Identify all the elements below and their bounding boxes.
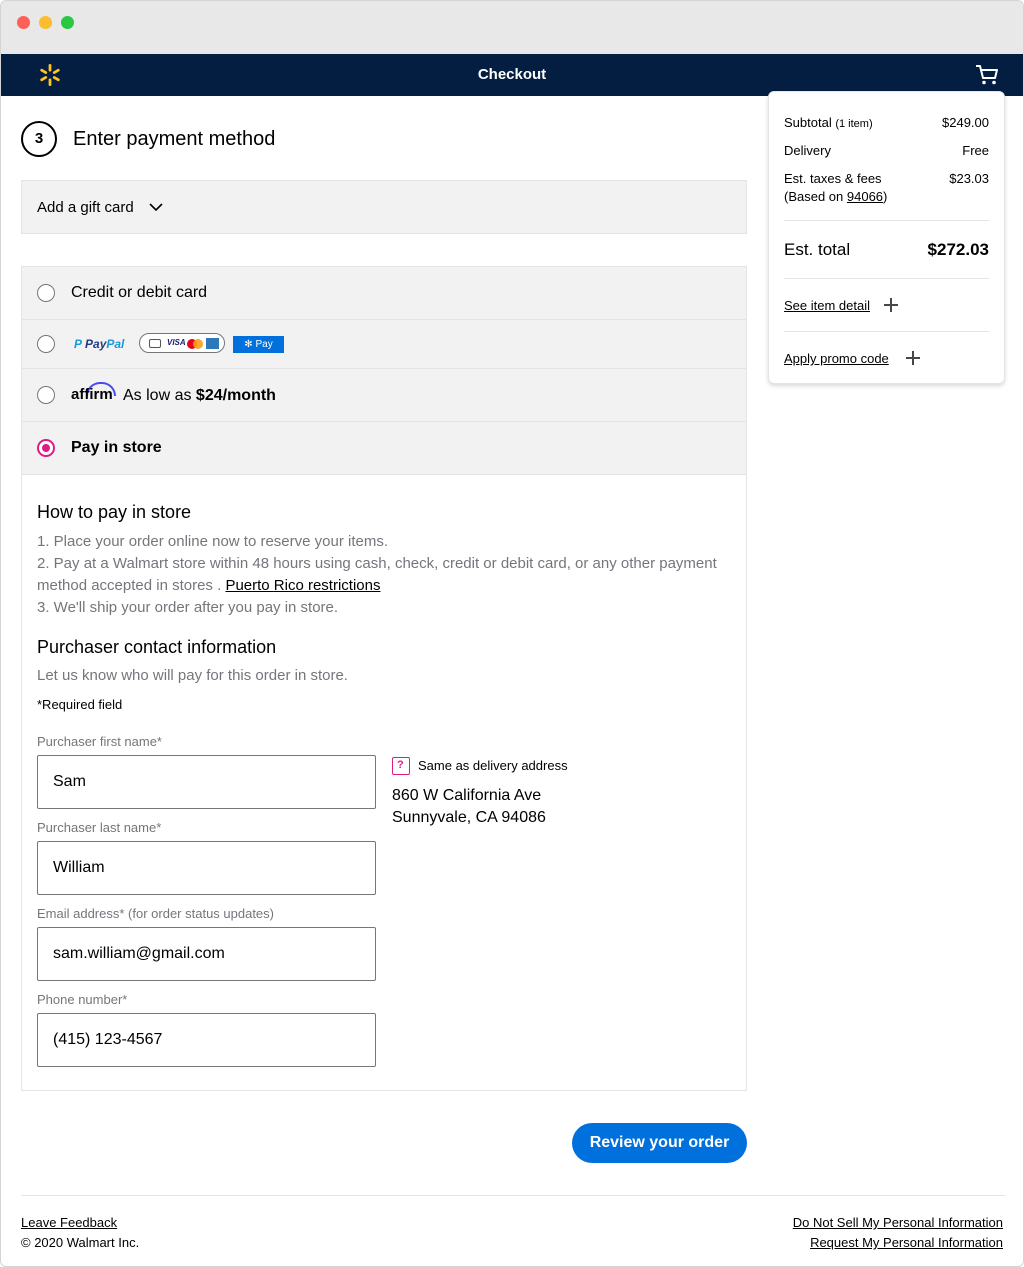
gift-card-label: Add a gift card — [37, 199, 134, 216]
paypal-radio[interactable] — [37, 335, 55, 353]
address-line-2: Sunnyvale, CA 94086 — [392, 809, 546, 826]
phone-field[interactable] — [37, 1013, 376, 1067]
walmart-pay-badge: ✻ Pay — [233, 336, 284, 353]
card-brands-badge — [139, 333, 225, 353]
affirm-logo: affirm — [71, 386, 113, 403]
address-line-1: 860 W California Ave — [392, 787, 542, 804]
email-field[interactable] — [37, 927, 376, 981]
cart-icon[interactable] — [975, 64, 999, 86]
puerto-rico-restrictions-link[interactable]: Puerto Rico restrictions — [225, 577, 381, 594]
copyright: © 2020 Walmart Inc. — [21, 1235, 140, 1250]
est-total-row: Est. total $272.03 — [784, 240, 989, 259]
order-summary — [768, 91, 1005, 384]
required-field-note: *Required field — [37, 697, 123, 712]
pay-in-store-label: Pay in store — [71, 439, 162, 456]
delivery-row: Delivery Free — [784, 143, 989, 158]
contact-subtitle: Let us know who will pay for this order in store. — [37, 667, 348, 684]
plus-icon[interactable] — [906, 351, 920, 365]
leave-feedback-link[interactable]: Leave Feedback — [21, 1215, 118, 1230]
step-title: Enter payment method — [73, 128, 276, 150]
divider — [784, 220, 989, 221]
how-to-step-3: 3. We'll ship your order after you pay in store. — [37, 599, 339, 616]
last-name-field[interactable] — [37, 841, 376, 895]
paypal-p-icon: P — [74, 337, 83, 351]
how-to-pay-steps — [37, 531, 737, 619]
zip-code-link[interactable]: 94066 — [846, 189, 884, 204]
how-to-step-1: 1. Place your order online now to reserve your items. — [37, 533, 388, 550]
minimize-window-button[interactable] — [39, 16, 52, 29]
window-titlebar — [1, 1, 1023, 54]
plus-icon[interactable] — [884, 298, 898, 312]
add-gift-card-toggle[interactable] — [21, 180, 747, 234]
payment-option-pay-in-store[interactable] — [22, 422, 746, 475]
subtotal-row: Subtotal (1 item) $249.00 — [784, 115, 989, 130]
payment-methods-panel — [21, 266, 747, 1091]
page-title: Checkout — [477, 66, 547, 83]
do-not-sell-link[interactable]: Do Not Sell My Personal Information — [792, 1215, 1003, 1230]
close-window-button[interactable] — [17, 16, 30, 29]
chevron-down-icon — [149, 202, 163, 212]
info-icon[interactable] — [392, 757, 410, 775]
payment-option-credit-card[interactable] — [22, 267, 746, 320]
first-name-label: Purchaser first name* — [37, 734, 162, 749]
payment-option-affirm[interactable] — [22, 369, 746, 422]
step-number: 3 — [21, 121, 57, 157]
delivery-value: Free — [962, 143, 989, 158]
last-name-label: Purchaser last name* — [37, 820, 162, 835]
card-icon — [149, 339, 161, 348]
amex-icon — [206, 338, 219, 349]
request-info-link[interactable]: Request My Personal Information — [810, 1235, 1003, 1250]
subtotal-value: $249.00 — [942, 115, 989, 130]
credit-card-label: Credit or debit card — [71, 284, 208, 301]
affirm-offer: As low as $24/month — [123, 387, 276, 404]
taxes-value: $23.03 — [949, 171, 989, 186]
affirm-radio[interactable] — [37, 386, 55, 404]
footer-divider — [21, 1195, 1005, 1196]
payment-option-paypal[interactable] — [22, 320, 746, 369]
divider — [784, 331, 989, 332]
maximize-window-button[interactable] — [61, 16, 74, 29]
phone-label: Phone number* — [37, 992, 128, 1007]
how-to-pay-title: How to pay in store — [37, 502, 192, 522]
paypal-logo: P PayPal — [74, 337, 125, 351]
delivery-address — [392, 785, 546, 829]
same-as-delivery-label: Same as delivery address — [418, 758, 568, 773]
review-order-button[interactable]: Review your order — [572, 1123, 747, 1163]
est-total-value: $272.03 — [927, 240, 989, 259]
apply-promo-code-link[interactable]: Apply promo code — [784, 351, 889, 366]
contact-title: Purchaser contact information — [37, 637, 277, 657]
credit-card-radio[interactable] — [37, 284, 55, 302]
email-label: Email address* (for order status updates) — [37, 906, 274, 921]
how-to-step-2: 2. Pay at a Walmart store within 48 hours using cash, check, credit or debit card, or any other payment method accepted in stores . Puerto Rico restrictions — [37, 555, 717, 594]
pay-in-store-radio[interactable] — [37, 439, 55, 457]
divider — [784, 278, 989, 279]
first-name-field[interactable] — [37, 755, 376, 809]
visa-icon: VISA — [167, 338, 186, 347]
see-item-detail-link[interactable]: See item detail — [784, 298, 870, 313]
checkout-header — [1, 54, 1023, 96]
taxes-row: Est. taxes & fees (Based on 94066) $23.03 — [784, 171, 989, 204]
